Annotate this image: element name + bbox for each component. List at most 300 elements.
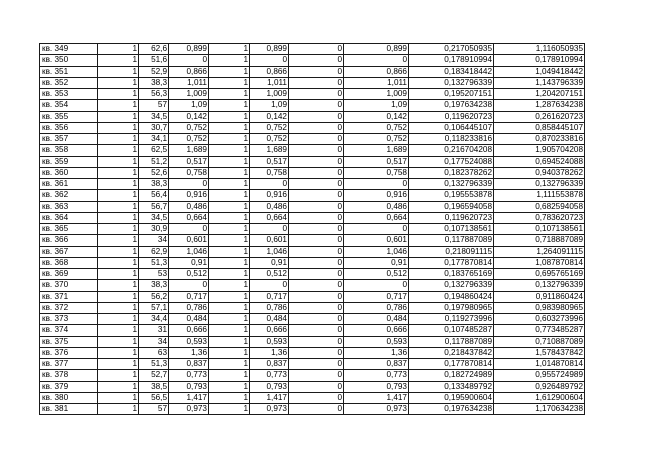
value-cell: 0,899	[169, 44, 209, 55]
zero-cell: 0	[289, 257, 344, 268]
coef-cell: 1	[209, 201, 250, 212]
total-cell: 0,603273996	[494, 314, 585, 325]
total-cell: 0,940378262	[494, 167, 585, 178]
value2-cell: 1,011	[250, 77, 289, 88]
value-cell: 1,011	[169, 77, 209, 88]
share-cell: 0,194860424	[409, 291, 494, 302]
coef-cell: 1	[209, 257, 250, 268]
area-cell: 53	[139, 269, 169, 280]
share-cell: 0,182378262	[409, 167, 494, 178]
value-cell: 0,91	[169, 257, 209, 268]
share-cell: 0,107138561	[409, 224, 494, 235]
count-cell: 1	[98, 167, 139, 178]
count-cell: 1	[98, 347, 139, 358]
total-cell: 0,132796339	[494, 280, 585, 291]
area-cell: 34	[139, 336, 169, 347]
area-cell: 30,9	[139, 224, 169, 235]
value-cell: 0,484	[169, 314, 209, 325]
share-cell: 0,107485287	[409, 325, 494, 336]
count-cell: 1	[98, 257, 139, 268]
share-cell: 0,197634238	[409, 404, 494, 415]
area-cell: 38,3	[139, 280, 169, 291]
count-cell: 1	[98, 100, 139, 111]
total-cell: 1,087870814	[494, 257, 585, 268]
count-cell: 1	[98, 302, 139, 313]
value2-cell: 1,36	[250, 347, 289, 358]
apartment-label: кв. 369	[40, 269, 98, 280]
area-cell: 52,9	[139, 66, 169, 77]
value3-cell: 0,717	[344, 291, 409, 302]
value2-cell: 1,046	[250, 246, 289, 257]
area-cell: 30,7	[139, 122, 169, 133]
total-cell: 0,926489792	[494, 381, 585, 392]
value2-cell: 0,786	[250, 302, 289, 313]
coef-cell: 1	[209, 122, 250, 133]
table-row	[40, 359, 585, 370]
value3-cell: 0,866	[344, 66, 409, 77]
total-cell: 1,287634238	[494, 100, 585, 111]
zero-cell: 0	[289, 145, 344, 156]
value2-cell: 0,484	[250, 314, 289, 325]
count-cell: 1	[98, 190, 139, 201]
area-cell: 62,6	[139, 44, 169, 55]
zero-cell: 0	[289, 89, 344, 100]
coef-cell: 1	[209, 145, 250, 156]
share-cell: 0,132796339	[409, 280, 494, 291]
area-cell: 34,4	[139, 314, 169, 325]
total-cell: 0,983980965	[494, 302, 585, 313]
apartment-label: кв. 349	[40, 44, 98, 55]
coef-cell: 1	[209, 280, 250, 291]
value-cell: 0,666	[169, 325, 209, 336]
total-cell: 0,694524088	[494, 156, 585, 167]
count-cell: 1	[98, 179, 139, 190]
apartment-label: кв. 351	[40, 66, 98, 77]
value-cell: 0,717	[169, 291, 209, 302]
zero-cell: 0	[289, 404, 344, 415]
share-cell: 0,132796339	[409, 179, 494, 190]
coef-cell: 1	[209, 359, 250, 370]
value2-cell: 0,91	[250, 257, 289, 268]
share-cell: 0,119620723	[409, 111, 494, 122]
table-row	[40, 404, 585, 415]
zero-cell: 0	[289, 55, 344, 66]
value2-cell: 0,717	[250, 291, 289, 302]
value2-cell: 0,916	[250, 190, 289, 201]
coef-cell: 1	[209, 77, 250, 88]
total-cell: 0,773485287	[494, 325, 585, 336]
share-cell: 0,178910994	[409, 55, 494, 66]
value-cell: 0,837	[169, 359, 209, 370]
share-cell: 0,133489792	[409, 381, 494, 392]
apartment-label: кв. 358	[40, 145, 98, 156]
value3-cell: 0,793	[344, 381, 409, 392]
share-cell: 0,197980965	[409, 302, 494, 313]
apartment-label: кв. 365	[40, 224, 98, 235]
total-cell: 1,143796339	[494, 77, 585, 88]
share-cell: 0,183418442	[409, 66, 494, 77]
value-cell: 0,758	[169, 167, 209, 178]
value2-cell: 0	[250, 179, 289, 190]
value3-cell: 0,517	[344, 156, 409, 167]
zero-cell: 0	[289, 224, 344, 235]
count-cell: 1	[98, 201, 139, 212]
count-cell: 1	[98, 314, 139, 325]
zero-cell: 0	[289, 381, 344, 392]
count-cell: 1	[98, 404, 139, 415]
table-row	[40, 336, 585, 347]
coef-cell: 1	[209, 370, 250, 381]
total-cell: 0,718887089	[494, 235, 585, 246]
apartment-label: кв. 356	[40, 122, 98, 133]
zero-cell: 0	[289, 66, 344, 77]
apartment-label: кв. 379	[40, 381, 98, 392]
value2-cell: 0,664	[250, 212, 289, 223]
share-cell: 0,177524088	[409, 156, 494, 167]
coef-cell: 1	[209, 302, 250, 313]
value3-cell: 0,837	[344, 359, 409, 370]
value3-cell: 1,009	[344, 89, 409, 100]
share-cell: 0,183765169	[409, 269, 494, 280]
share-cell: 0,197634238	[409, 100, 494, 111]
count-cell: 1	[98, 392, 139, 403]
area-cell: 62,5	[139, 145, 169, 156]
coef-cell: 1	[209, 55, 250, 66]
share-cell: 0,119273996	[409, 314, 494, 325]
value-cell: 0,486	[169, 201, 209, 212]
area-cell: 56,3	[139, 89, 169, 100]
total-cell: 0,783620723	[494, 212, 585, 223]
share-cell: 0,177870814	[409, 359, 494, 370]
coef-cell: 1	[209, 404, 250, 415]
total-cell: 1,578437842	[494, 347, 585, 358]
apartment-label: кв. 363	[40, 201, 98, 212]
value-cell: 0,593	[169, 336, 209, 347]
zero-cell: 0	[289, 392, 344, 403]
value-cell: 1,36	[169, 347, 209, 358]
zero-cell: 0	[289, 111, 344, 122]
area-cell: 57	[139, 100, 169, 111]
value-cell: 1,09	[169, 100, 209, 111]
value-cell: 0,786	[169, 302, 209, 313]
count-cell: 1	[98, 280, 139, 291]
count-cell: 1	[98, 134, 139, 145]
zero-cell: 0	[289, 269, 344, 280]
total-cell: 0,911860424	[494, 291, 585, 302]
table-row	[40, 190, 585, 201]
value-cell: 0,916	[169, 190, 209, 201]
area-cell: 56,4	[139, 190, 169, 201]
share-cell: 0,218091115	[409, 246, 494, 257]
value-cell: 0,512	[169, 269, 209, 280]
table-row	[40, 392, 585, 403]
share-cell: 0,117887089	[409, 235, 494, 246]
value2-cell: 0,512	[250, 269, 289, 280]
value2-cell: 0,142	[250, 111, 289, 122]
table-row	[40, 201, 585, 212]
table-row	[40, 291, 585, 302]
area-cell: 52,7	[139, 370, 169, 381]
share-cell: 0,218437842	[409, 347, 494, 358]
zero-cell: 0	[289, 314, 344, 325]
coef-cell: 1	[209, 347, 250, 358]
zero-cell: 0	[289, 167, 344, 178]
value3-cell: 0,752	[344, 122, 409, 133]
count-cell: 1	[98, 269, 139, 280]
total-cell: 1,905704208	[494, 145, 585, 156]
share-cell: 0,132796339	[409, 77, 494, 88]
zero-cell: 0	[289, 122, 344, 133]
value3-cell: 0,91	[344, 257, 409, 268]
value-cell: 0	[169, 280, 209, 291]
share-cell: 0,106445107	[409, 122, 494, 133]
share-cell: 0,195900604	[409, 392, 494, 403]
zero-cell: 0	[289, 347, 344, 358]
count-cell: 1	[98, 77, 139, 88]
zero-cell: 0	[289, 325, 344, 336]
value-cell: 0,142	[169, 111, 209, 122]
coef-cell: 1	[209, 89, 250, 100]
value3-cell: 0,666	[344, 325, 409, 336]
table-row	[40, 89, 585, 100]
zero-cell: 0	[289, 235, 344, 246]
share-cell: 0,182724989	[409, 370, 494, 381]
coef-cell: 1	[209, 224, 250, 235]
table-row	[40, 100, 585, 111]
coef-cell: 1	[209, 336, 250, 347]
value3-cell: 0,916	[344, 190, 409, 201]
area-cell: 57,1	[139, 302, 169, 313]
table-row	[40, 314, 585, 325]
value3-cell: 0,973	[344, 404, 409, 415]
zero-cell: 0	[289, 291, 344, 302]
value3-cell: 0,512	[344, 269, 409, 280]
table-row	[40, 122, 585, 133]
value2-cell: 0,899	[250, 44, 289, 55]
zero-cell: 0	[289, 370, 344, 381]
value-cell: 0,773	[169, 370, 209, 381]
area-cell: 56,7	[139, 201, 169, 212]
total-cell: 1,612900604	[494, 392, 585, 403]
table-body	[40, 44, 585, 415]
coef-cell: 1	[209, 156, 250, 167]
table-row	[40, 235, 585, 246]
value3-cell: 1,36	[344, 347, 409, 358]
table-row	[40, 111, 585, 122]
area-cell: 34	[139, 235, 169, 246]
area-cell: 57	[139, 404, 169, 415]
zero-cell: 0	[289, 336, 344, 347]
apartment-label: кв. 360	[40, 167, 98, 178]
value2-cell: 0,666	[250, 325, 289, 336]
value2-cell: 0,601	[250, 235, 289, 246]
apartment-label: кв. 372	[40, 302, 98, 313]
count-cell: 1	[98, 381, 139, 392]
total-cell: 1,049418442	[494, 66, 585, 77]
area-cell: 63	[139, 347, 169, 358]
count-cell: 1	[98, 291, 139, 302]
area-cell: 38,5	[139, 381, 169, 392]
apartment-label: кв. 352	[40, 77, 98, 88]
table-row	[40, 212, 585, 223]
apartment-label: кв. 359	[40, 156, 98, 167]
count-cell: 1	[98, 246, 139, 257]
count-cell: 1	[98, 370, 139, 381]
total-cell: 0,858445107	[494, 122, 585, 133]
value-cell: 1,689	[169, 145, 209, 156]
value2-cell: 0,793	[250, 381, 289, 392]
apartment-table	[39, 43, 585, 415]
coef-cell: 1	[209, 314, 250, 325]
table-row	[40, 224, 585, 235]
apartment-label: кв. 354	[40, 100, 98, 111]
total-cell: 0,107138561	[494, 224, 585, 235]
coef-cell: 1	[209, 212, 250, 223]
value3-cell: 0,752	[344, 134, 409, 145]
value2-cell: 0,866	[250, 66, 289, 77]
value2-cell: 0,486	[250, 201, 289, 212]
zero-cell: 0	[289, 201, 344, 212]
value2-cell: 0,758	[250, 167, 289, 178]
value-cell: 1,046	[169, 246, 209, 257]
table-row	[40, 55, 585, 66]
table-row	[40, 134, 585, 145]
table-row	[40, 370, 585, 381]
coef-cell: 1	[209, 44, 250, 55]
value2-cell: 0,752	[250, 134, 289, 145]
value2-cell: 1,09	[250, 100, 289, 111]
value-cell: 1,417	[169, 392, 209, 403]
value2-cell: 0	[250, 224, 289, 235]
share-cell: 0,119620723	[409, 212, 494, 223]
zero-cell: 0	[289, 190, 344, 201]
table-row	[40, 280, 585, 291]
apartment-label: кв. 361	[40, 179, 98, 190]
apartment-label: кв. 366	[40, 235, 98, 246]
coef-cell: 1	[209, 100, 250, 111]
count-cell: 1	[98, 235, 139, 246]
share-cell: 0,117887089	[409, 336, 494, 347]
apartment-label: кв. 368	[40, 257, 98, 268]
value-cell: 0,752	[169, 134, 209, 145]
value-cell: 0,601	[169, 235, 209, 246]
value-cell: 0,866	[169, 66, 209, 77]
value-cell: 0,752	[169, 122, 209, 133]
value3-cell: 1,417	[344, 392, 409, 403]
area-cell: 62,9	[139, 246, 169, 257]
value3-cell: 0,664	[344, 212, 409, 223]
value3-cell: 0,142	[344, 111, 409, 122]
table-row	[40, 66, 585, 77]
total-cell: 0,261620723	[494, 111, 585, 122]
total-cell: 0,132796339	[494, 179, 585, 190]
value-cell: 0	[169, 55, 209, 66]
apartment-label: кв. 374	[40, 325, 98, 336]
value-cell: 0	[169, 224, 209, 235]
table-row	[40, 77, 585, 88]
value3-cell: 1,09	[344, 100, 409, 111]
coef-cell: 1	[209, 134, 250, 145]
value-cell: 0	[169, 179, 209, 190]
coef-cell: 1	[209, 246, 250, 257]
apartment-label: кв. 376	[40, 347, 98, 358]
share-cell: 0,195207151	[409, 89, 494, 100]
apartment-label: кв. 380	[40, 392, 98, 403]
zero-cell: 0	[289, 44, 344, 55]
table-row	[40, 257, 585, 268]
value2-cell: 1,417	[250, 392, 289, 403]
table-row	[40, 347, 585, 358]
total-cell: 1,014870814	[494, 359, 585, 370]
value3-cell: 0,773	[344, 370, 409, 381]
value3-cell: 1,011	[344, 77, 409, 88]
count-cell: 1	[98, 111, 139, 122]
apartment-label: кв. 357	[40, 134, 98, 145]
zero-cell: 0	[289, 156, 344, 167]
count-cell: 1	[98, 212, 139, 223]
area-cell: 51,6	[139, 55, 169, 66]
value3-cell: 0,593	[344, 336, 409, 347]
table-row	[40, 156, 585, 167]
count-cell: 1	[98, 145, 139, 156]
value3-cell: 0	[344, 179, 409, 190]
count-cell: 1	[98, 325, 139, 336]
total-cell: 0,870233816	[494, 134, 585, 145]
zero-cell: 0	[289, 100, 344, 111]
area-cell: 31	[139, 325, 169, 336]
total-cell: 1,264091115	[494, 246, 585, 257]
total-cell: 1,116050935	[494, 44, 585, 55]
table-row	[40, 44, 585, 55]
value3-cell: 0,486	[344, 201, 409, 212]
zero-cell: 0	[289, 77, 344, 88]
table-row	[40, 302, 585, 313]
share-cell: 0,195553878	[409, 190, 494, 201]
table-row	[40, 179, 585, 190]
count-cell: 1	[98, 359, 139, 370]
apartment-label: кв. 378	[40, 370, 98, 381]
value2-cell: 0,837	[250, 359, 289, 370]
apartment-label: кв. 375	[40, 336, 98, 347]
value3-cell: 0	[344, 280, 409, 291]
apartment-label: кв. 355	[40, 111, 98, 122]
area-cell: 51,3	[139, 257, 169, 268]
value3-cell: 0,758	[344, 167, 409, 178]
count-cell: 1	[98, 55, 139, 66]
apartment-label: кв. 381	[40, 404, 98, 415]
share-cell: 0,216704208	[409, 145, 494, 156]
share-cell: 0,196594058	[409, 201, 494, 212]
value3-cell: 1,689	[344, 145, 409, 156]
value3-cell: 0,899	[344, 44, 409, 55]
area-cell: 34,1	[139, 134, 169, 145]
count-cell: 1	[98, 66, 139, 77]
table-row	[40, 167, 585, 178]
value2-cell: 1,009	[250, 89, 289, 100]
apartment-label: кв. 373	[40, 314, 98, 325]
area-cell: 38,3	[139, 179, 169, 190]
coef-cell: 1	[209, 381, 250, 392]
value2-cell: 0	[250, 280, 289, 291]
value3-cell: 0,786	[344, 302, 409, 313]
coef-cell: 1	[209, 291, 250, 302]
share-cell: 0,118233816	[409, 134, 494, 145]
value2-cell: 0,752	[250, 122, 289, 133]
area-cell: 51,3	[139, 359, 169, 370]
total-cell: 0,695765169	[494, 269, 585, 280]
total-cell: 0,710887089	[494, 336, 585, 347]
value2-cell: 0,517	[250, 156, 289, 167]
